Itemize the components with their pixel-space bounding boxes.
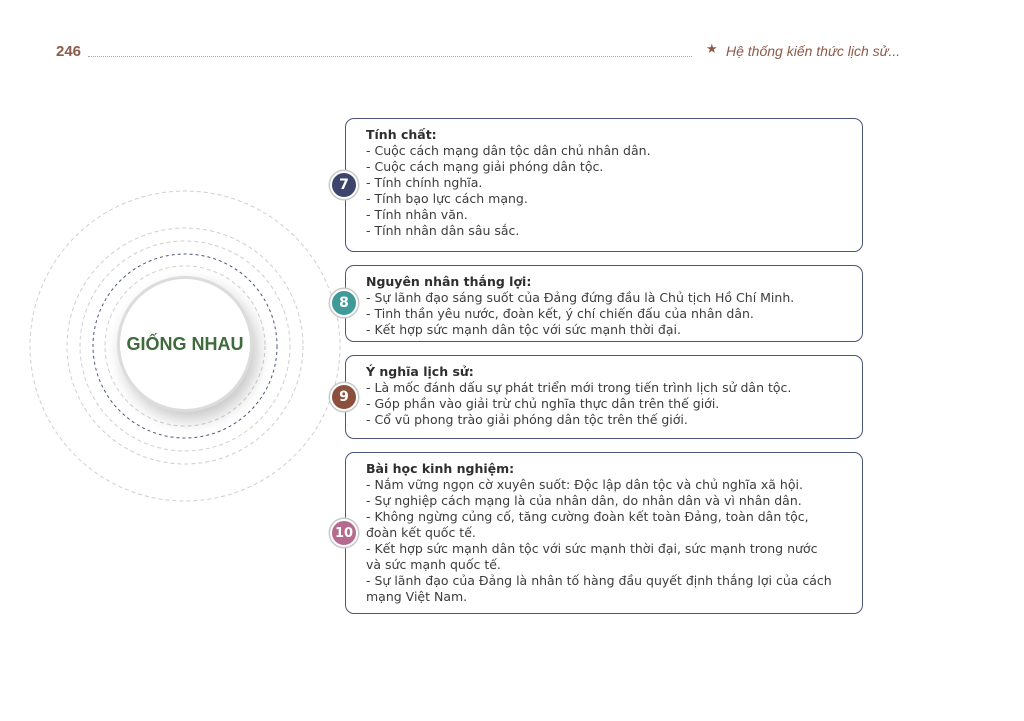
section-line: - Tinh thần yêu nước, đoàn kết, ý chí chiến đấu của nhân dân. <box>366 306 754 321</box>
section-box-9 <box>345 355 863 439</box>
section-title: Bài học kinh nghiệm: <box>366 461 515 476</box>
star-icon: ★ <box>706 42 718 57</box>
section-line: mạng Việt Nam. <box>366 589 468 604</box>
section-line: - Không ngừng củng cố, tăng cường đoàn kết toàn Đảng, toàn dân tộc, <box>366 509 809 524</box>
section-line: - Tính nhân dân sâu sắc. <box>366 223 520 238</box>
section-number-badge-8: 8 <box>330 289 358 317</box>
section-line: - Cổ vũ phong trào giải phóng dân tộc trên thế giới. <box>366 412 688 427</box>
section-line: - Tính chính nghĩa. <box>366 175 483 190</box>
section-title: Nguyên nhân thắng lợi: <box>366 274 532 289</box>
section-box-8 <box>345 265 863 342</box>
section-line: - Nắm vững ngọn cờ xuyên suốt: Độc lập dân tộc và chủ nghĩa xã hội. <box>366 477 803 492</box>
section-line: và sức mạnh quốc tế. <box>366 557 501 572</box>
section-line: - Sự lãnh đạo sáng suốt của Đảng đứng đầu là Chủ tịch Hồ Chí Minh. <box>366 290 795 305</box>
center-label: GIỐNG NHAU <box>126 333 244 354</box>
section-number-badge-7: 7 <box>330 171 358 199</box>
section-line: - Tính bạo lực cách mạng. <box>366 191 528 206</box>
section-line: - Cuộc cách mạng dân tộc dân chủ nhân dân. <box>366 143 651 158</box>
section-box-10 <box>345 452 863 614</box>
section-line: - Là mốc đánh dấu sự phát triển mới trong tiến trình lịch sử dân tộc. <box>366 380 792 395</box>
section-number-badge-10: 10 <box>330 519 358 547</box>
section-box-7 <box>345 118 863 252</box>
section-line: - Góp phần vào giải trừ chủ nghĩa thực dân trên thế giới. <box>366 396 720 411</box>
running-title: Hệ thống kiến thức lịch sử... <box>726 43 901 59</box>
center-circle <box>117 276 253 412</box>
section-line: - Kết hợp sức mạnh dân tộc với sức mạnh thời đại. <box>366 322 681 337</box>
section-line: - Kết hợp sức mạnh dân tộc với sức mạnh thời đại, sức mạnh trong nước <box>366 541 818 556</box>
section-line: - Sự lãnh đạo của Đảng là nhân tố hàng đầu quyết định thắng lợi của cách <box>366 573 832 588</box>
section-number-badge-9: 9 <box>330 383 358 411</box>
section-line: đoàn kết quốc tế. <box>366 525 476 540</box>
section-title: Tính chất: <box>366 127 437 142</box>
section-line: - Cuộc cách mạng giải phóng dân tộc. <box>366 159 604 174</box>
section-line: - Tính nhân văn. <box>366 207 468 222</box>
section-title: Ý nghĩa lịch sử: <box>366 364 474 379</box>
page-number: 246 <box>56 43 82 60</box>
section-line: - Sự nghiệp cách mạng là của nhân dân, do nhân dân và vì nhân dân. <box>366 493 802 508</box>
